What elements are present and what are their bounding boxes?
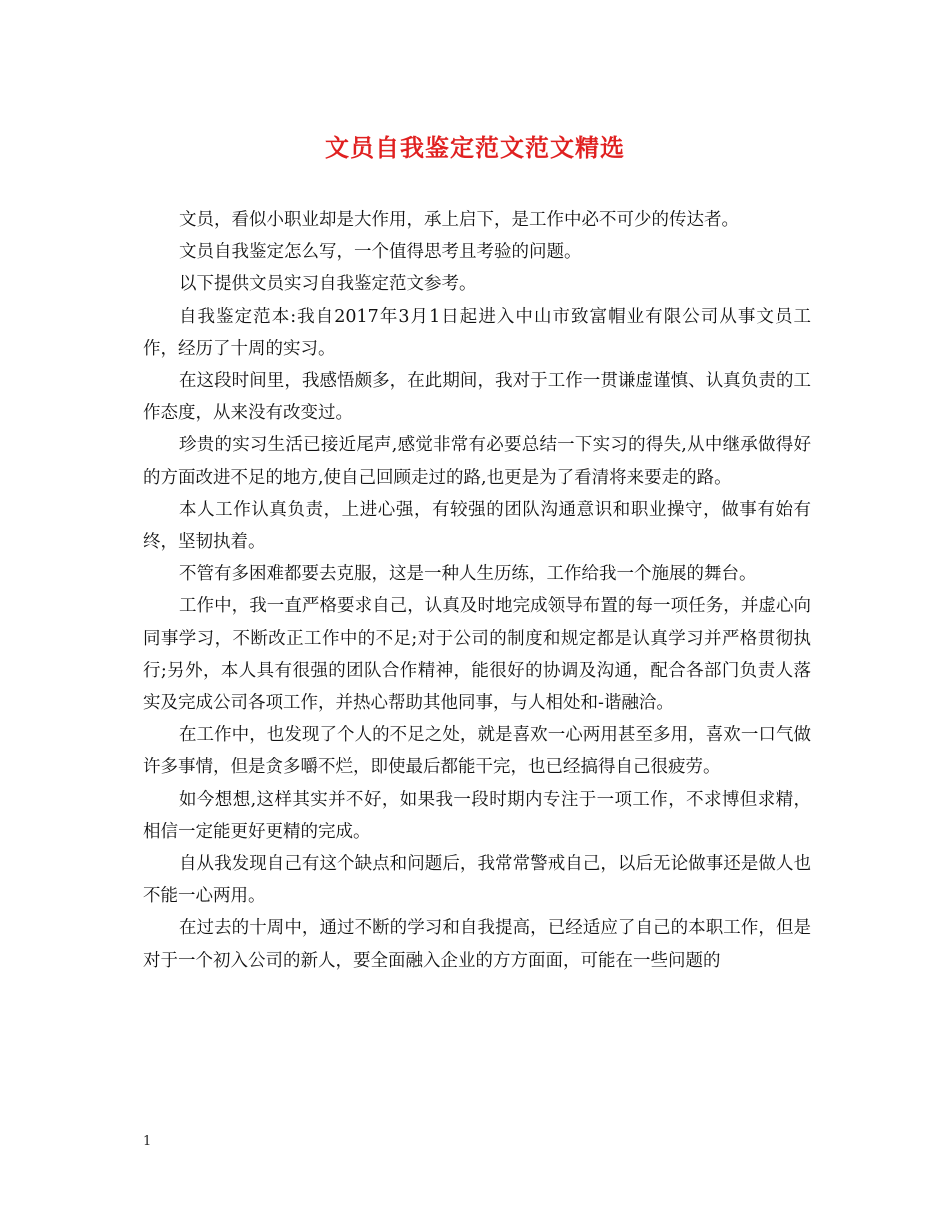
paragraph: 在工作中，也发现了个人的不足之处，就是喜欢一心两用甚至多用，喜欢一口气做许多事情，但是贪多嚼不烂，即使最后都能干完，也已经搞得自己很疲劳。 — [143, 725, 811, 778]
paragraph: 自从我发现自己有这个缺点和问题后，我常常警戒自己，以后无论做事还是做人也不能一心两用。 — [143, 854, 811, 907]
paragraph: 不管有多困难都要去克服，这是一种人生历练，工作给我一个施展的舞台。 — [179, 564, 757, 585]
paragraph: 本人工作认真负责，上进心强，有较强的团队沟通意识和职业操守，做事有始有终，坚韧执着。 — [143, 499, 811, 553]
paragraph: 工作中，我一直严格要求自己，认真及时地完成领导布置的每一项任务，并虚心向同事学习，不断改正工作中的不足;对于公司的制度和规定都是认真学习并严格贯彻执行;另外，本人具有很强的团队合作精神，能很好的协调及沟通，配合各部门负责人落实及完成公司各项工作，并热心帮助其他同事，与人相处和-谐融洽。 — [143, 596, 811, 714]
paragraph: 文员自我鉴定怎么写，一个值得思考且考验的问题。 — [179, 242, 582, 263]
paragraph: 在过去的十周中，通过不断的学习和自我提高，已经适应了自己的本职工作，但是对于一个初入公司的新人，要全面融入企业的方方面面，可能在一些问题的 — [143, 918, 811, 971]
page-number: 1 — [143, 1134, 152, 1149]
paragraph: 如今想想,这样其实并不好，如果我一段时期内专注于一项工作，不求博但求精，相信一定能更好更精的完成。 — [143, 789, 811, 842]
paragraph: 文员，看似小职业却是大作用，承上启下，是工作中必不可少的传达者。 — [179, 210, 739, 230]
paragraph: 在这段时间里，我感悟颇多，在此期间，我对于工作一贯谦虚谨慎、认真负责的工作态度，从来没有改变过。 — [143, 371, 811, 424]
paragraph: 珍贵的实习生活已接近尾声,感觉非常有必要总结一下实习的得失,从中继承做得好的方面改进不足的地方,使自己回顾走过的路,也更是为了看清将来要走的路。 — [143, 435, 811, 488]
paragraph: 以下提供文员实习自我鉴定范文参考。 — [179, 274, 477, 295]
paragraph: 自我鉴定范本:我自2017年3月1日起进入中山市致富帽业有限公司从事文员工作，经历了十周的实习。 — [143, 306, 811, 359]
document-title: 文员自我鉴定范文范文精选 — [325, 133, 625, 162]
document-body — [143, 204, 811, 977]
